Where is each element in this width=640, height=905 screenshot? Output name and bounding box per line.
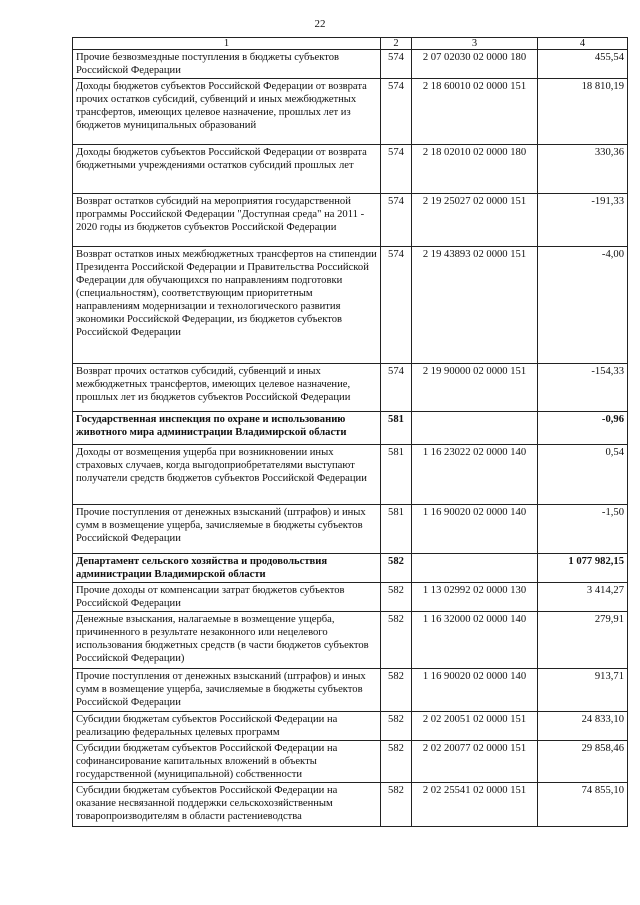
row-name-cell: Возврат прочих остатков субсидий, субвенций и иных межбюджетных трансфертов, имеющих целевое назначение, прошлых лет из бюджетов субъектов Российской Федерации [73, 364, 381, 412]
row-budget-code-cell: 2 19 25027 02 0000 151 [412, 194, 538, 247]
row-amount-cell: 1 077 982,15 [538, 554, 628, 583]
row-budget-code-cell: 1 13 02992 02 0000 130 [412, 583, 538, 612]
table-row [73, 583, 628, 612]
row-budget-code-cell: 2 19 90000 02 0000 151 [412, 364, 538, 412]
row-admin-code-cell: 574 [381, 247, 412, 364]
row-amount-cell: 455,54 [538, 50, 628, 79]
table-row [73, 741, 628, 783]
row-admin-code-cell: 581 [381, 505, 412, 554]
column-header-3: 3 [412, 38, 538, 50]
row-admin-code-cell: 582 [381, 741, 412, 783]
row-budget-code-cell: 2 02 25541 02 0000 151 [412, 783, 538, 827]
table-row [73, 79, 628, 145]
row-name-cell: Доходы бюджетов субъектов Российской Федерации от возврата прочих остатков субсидий, субвенций и иных межбюджетных трансфертов, имеющих целевое назначение, прошлых лет из бюджетов муниципальных образований [73, 79, 381, 145]
row-name-cell: Прочие поступления от денежных взысканий (штрафов) и иных сумм в возмещение ущерба, зачисляемые в бюджеты субъектов Российской Федерации [73, 505, 381, 554]
row-budget-code-cell: 2 18 02010 02 0000 180 [412, 145, 538, 194]
row-name-cell: Прочие доходы от компенсации затрат бюджетов субъектов Российской Федерации [73, 583, 381, 612]
row-admin-code-cell: 581 [381, 445, 412, 505]
row-name-cell: Субсидии бюджетам субъектов Российской Федерации на софинансирование капитальных вложений в объекты государственной (муниципальной) собственности [73, 741, 381, 783]
row-amount-cell: 24 833,10 [538, 712, 628, 741]
row-name-cell: Прочие поступления от денежных взысканий (штрафов) и иных сумм в возмещение ущерба, зачисляемые в бюджеты субъектов Российской Федерации [73, 669, 381, 712]
row-budget-code-cell: 2 02 20077 02 0000 151 [412, 741, 538, 783]
row-amount-cell: 18 810,19 [538, 79, 628, 145]
table-row [73, 505, 628, 554]
row-name-cell: Возврат остатков субсидий на мероприятия государственной программы Российской Федерации "Доступная среда" на 2011 - 2020 годы из бюджетов субъектов Российской Федерации [73, 194, 381, 247]
table-row [73, 247, 628, 364]
row-amount-cell: 3 414,27 [538, 583, 628, 612]
row-admin-code-cell: 582 [381, 612, 412, 669]
row-name-cell: Департамент сельского хозяйства и продовольствия администрации Владимирской области [73, 554, 381, 583]
row-budget-code-cell: 1 16 32000 02 0000 140 [412, 612, 538, 669]
page-number: 22 [314, 18, 326, 30]
row-name-cell: Доходы бюджетов субъектов Российской Федерации от возврата бюджетными учреждениями остатков субсидий прошлых лет [73, 145, 381, 194]
row-admin-code-cell: 582 [381, 783, 412, 827]
row-name-cell: Денежные взыскания, налагаемые в возмещение ущерба, причиненного в результате незаконного или нецелевого использования бюджетных средств (в части бюджетов субъектов Российской Федерации) [73, 612, 381, 669]
row-admin-code-cell: 582 [381, 712, 412, 741]
row-amount-cell: 330,36 [538, 145, 628, 194]
row-admin-code-cell: 582 [381, 583, 412, 612]
row-name-cell: Субсидии бюджетам субъектов Российской Федерации на оказание несвязанной поддержки сельскохозяйственным товаропроизводителям в области растениеводства [73, 783, 381, 827]
row-amount-cell: 913,71 [538, 669, 628, 712]
row-amount-cell: 74 855,10 [538, 783, 628, 827]
table-row [73, 364, 628, 412]
row-amount-cell: 279,91 [538, 612, 628, 669]
row-amount-cell: -0,96 [538, 412, 628, 445]
row-amount-cell: -4,00 [538, 247, 628, 364]
budget-revenue-table [72, 37, 628, 827]
row-admin-code-cell: 574 [381, 364, 412, 412]
row-budget-code-cell: 2 07 02030 02 0000 180 [412, 50, 538, 79]
row-budget-code-cell [412, 412, 538, 445]
row-budget-code-cell: 1 16 23022 02 0000 140 [412, 445, 538, 505]
table-row [73, 669, 628, 712]
table-row [73, 412, 628, 445]
table-row [73, 712, 628, 741]
row-name-cell: Возврат остатков иных межбюджетных трансфертов на стипендии Президента Российской Федерации и Правительства Российской Федерации для обучающихся по направлениям подготовки (специальностям), соответствующим приоритетным направлениям модернизации и технологического развития экономики Российской Федерации, из бюджетов субъектов Российской Федерации [73, 247, 381, 364]
row-name-cell: Субсидии бюджетам субъектов Российской Федерации на реализацию федеральных целевых программ [73, 712, 381, 741]
table-header-row [73, 38, 628, 50]
row-admin-code-cell: 574 [381, 145, 412, 194]
row-budget-code-cell: 1 16 90020 02 0000 140 [412, 505, 538, 554]
row-admin-code-cell: 582 [381, 669, 412, 712]
column-header-4: 4 [538, 38, 628, 50]
row-budget-code-cell: 1 16 90020 02 0000 140 [412, 669, 538, 712]
column-header-2: 2 [381, 38, 412, 50]
row-name-cell: Государственная инспекция по охране и использованию животного мира администрации Владимирской области [73, 412, 381, 445]
row-admin-code-cell: 581 [381, 412, 412, 445]
table-row [73, 194, 628, 247]
row-budget-code-cell: 2 02 20051 02 0000 151 [412, 712, 538, 741]
row-amount-cell: -154,33 [538, 364, 628, 412]
row-amount-cell: -1,50 [538, 505, 628, 554]
row-amount-cell: 0,54 [538, 445, 628, 505]
row-budget-code-cell: 2 19 43893 02 0000 151 [412, 247, 538, 364]
row-admin-code-cell: 574 [381, 79, 412, 145]
table-row [73, 783, 628, 827]
row-amount-cell: -191,33 [538, 194, 628, 247]
row-name-cell: Прочие безвозмездные поступления в бюджеты субъектов Российской Федерации [73, 50, 381, 79]
table-row [73, 145, 628, 194]
table-row [73, 445, 628, 505]
column-header-1: 1 [73, 38, 381, 50]
row-admin-code-cell: 574 [381, 194, 412, 247]
table-row [73, 612, 628, 669]
row-admin-code-cell: 582 [381, 554, 412, 583]
row-amount-cell: 29 858,46 [538, 741, 628, 783]
row-admin-code-cell: 574 [381, 50, 412, 79]
row-budget-code-cell: 2 18 60010 02 0000 151 [412, 79, 538, 145]
row-budget-code-cell [412, 554, 538, 583]
row-name-cell: Доходы от возмещения ущерба при возникновении иных страховых случаев, когда выгодоприобретателями выступают получатели средств бюджетов субъектов Российской Федерации [73, 445, 381, 505]
table-row [73, 50, 628, 79]
table-row [73, 554, 628, 583]
